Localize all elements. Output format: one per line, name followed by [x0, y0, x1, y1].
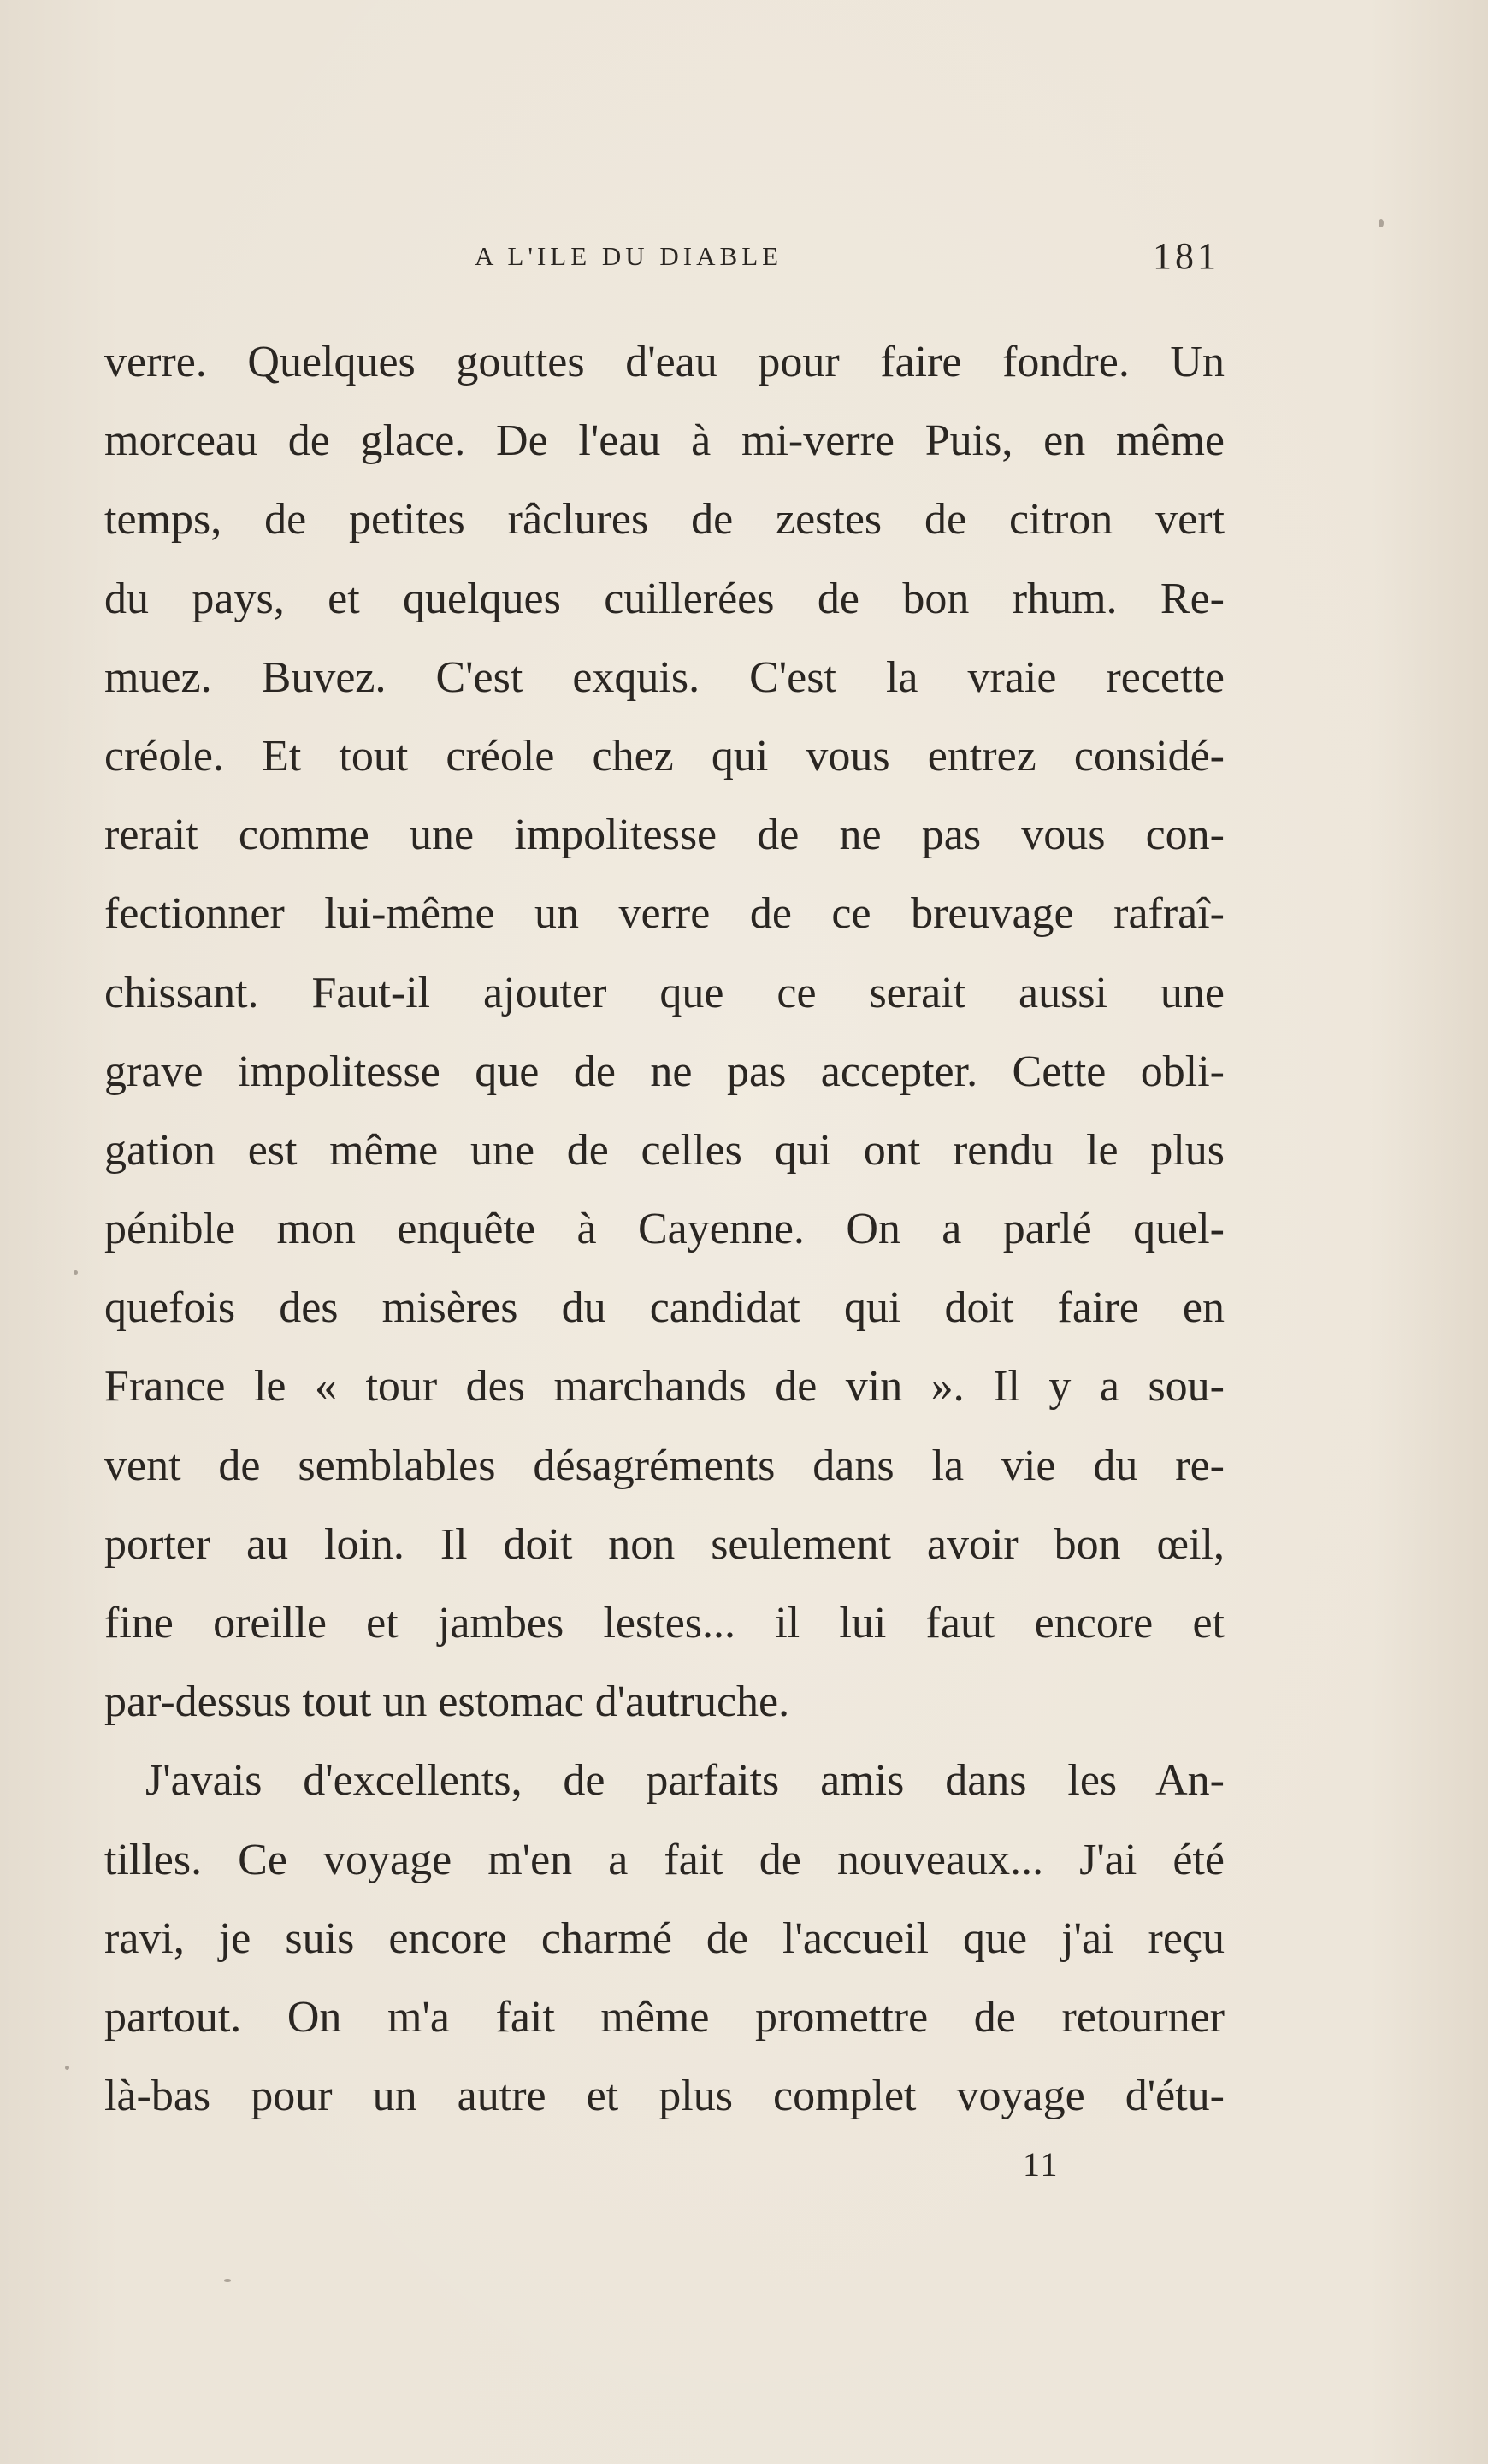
text-line: morceau de glace. De l'eau à mi-verre Puis, en même — [104, 416, 1225, 466]
text-line: tilles. Ce voyage m'en a fait de nouveaux... J'ai été — [104, 1835, 1225, 1884]
text-line: France le « tour des marchands de vin ». Il y a sou- — [104, 1362, 1225, 1412]
text-line: porter au loin. Il doit non seulement avoir bon œil, — [104, 1519, 1225, 1569]
signature-mark: 11 — [1023, 2145, 1060, 2184]
running-title: A L'ILE DU DIABLE — [475, 241, 783, 271]
text-line: temps, de petites râclures de zestes de citron vert — [104, 495, 1225, 545]
body-text — [104, 323, 1225, 2136]
text-line: J'avais d'excellents, de parfaits amis dans les An- — [145, 1756, 1225, 1806]
text-line: fine oreille et jambes lestes... il lui faut encore et — [104, 1599, 1225, 1648]
text-line: du pays, et quelques cuillerées de bon rhum. Re- — [104, 574, 1225, 623]
text-line: chissant. Faut-il ajouter que ce serait aussi une — [104, 968, 1225, 1017]
text-line: verre. Quelques gouttes d'eau pour faire fondre. Un — [104, 338, 1225, 386]
text-line: vent de semblables désagréments dans la vie du re- — [104, 1441, 1225, 1490]
paper-speck — [1379, 219, 1384, 227]
text-line: muez. Buvez. C'est exquis. C'est la vraie recette — [104, 652, 1225, 702]
paper-speck — [65, 2066, 69, 2070]
text-line: partout. On m'a fait même promettre de retourner — [104, 1992, 1225, 2042]
text-line: rerait comme une impolitesse de ne pas vous con- — [104, 811, 1225, 860]
text-line: ravi, je suis encore charmé de l'accueil que j'ai reçu — [104, 1913, 1225, 1963]
text-line: pénible mon enquête à Cayenne. On a parlé quel- — [104, 1205, 1225, 1254]
paper-speck — [74, 1270, 78, 1275]
paper-speck — [224, 2279, 231, 2282]
text-line: créole. Et tout créole chez qui vous entrez considé- — [104, 731, 1225, 781]
text-line: gation est même une de celles qui ont rendu le plus — [104, 1125, 1225, 1175]
page-number: 181 — [1153, 235, 1219, 277]
text-line: là-bas pour un autre et plus complet voyage d'étu- — [104, 2072, 1225, 2121]
text-line: par-dessus tout un estomac d'autruche. — [104, 1677, 790, 1727]
running-head — [0, 231, 1488, 282]
text-line: fectionner lui-même un verre de ce breuvage rafraî- — [104, 889, 1225, 939]
text-line: grave impolitesse que de ne pas accepter. Cette obli- — [104, 1046, 1225, 1096]
text-line: quefois des misères du candidat qui doit faire en — [104, 1283, 1225, 1333]
